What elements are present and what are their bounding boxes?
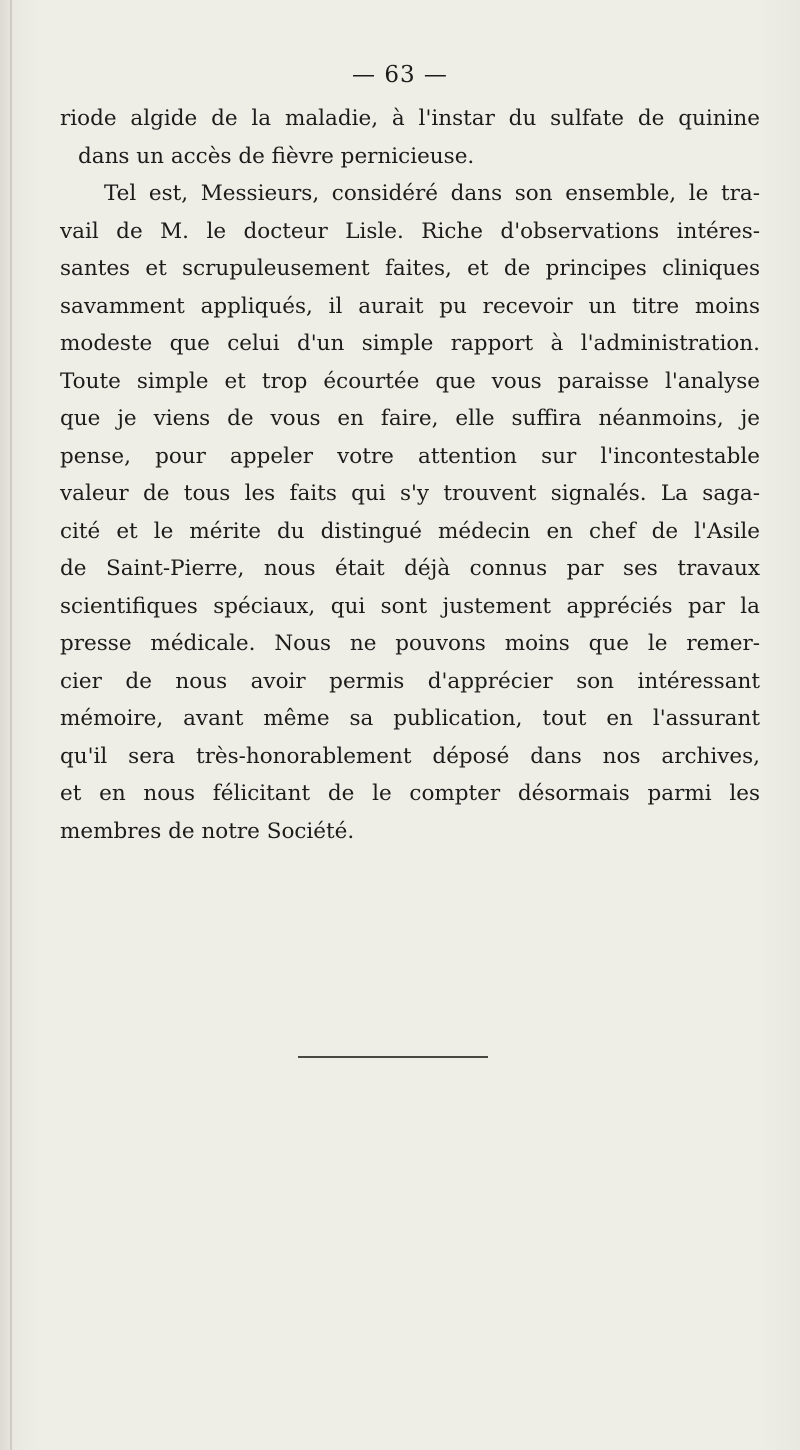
text-line-18: qu'il sera très-honorablement déposé dans nos archives, — [60, 743, 760, 769]
text-line-13: de Saint-Pierre, nous était déjà connus par ses travaux — [60, 556, 760, 581]
text-line-3: Tel est, Messieurs, considéré dans son ensemble, le tra- — [104, 181, 760, 206]
text-line-11: valeur de tous les faits qui s'y trouvent signalés. La saga- — [60, 481, 760, 506]
body-text — [60, 100, 760, 850]
text-line-15: presse médicale. Nous ne pouvons moins que le remer- — [60, 631, 760, 656]
closing-rule — [298, 1056, 488, 1058]
text-line-9: que je viens de vous en faire, elle suffira néanmoins, je — [60, 406, 760, 431]
text-line-5: santes et scrupuleusement faites, et de principes cliniques — [60, 256, 760, 281]
text-line-6: savamment appliqués, il aurait pu recevoir un titre moins — [60, 293, 760, 319]
text-line-7: modeste que celui d'un simple rapport à l'administration. — [60, 331, 760, 356]
text-line-19: et en nous félicitant de le compter désormais parmi les — [60, 781, 760, 806]
text-line-1: riode algide de la maladie, à l'instar du sulfate de quinine — [60, 106, 760, 131]
text-line-14: scientifiques spéciaux, qui sont justement appréciés par la — [60, 593, 760, 619]
text-line-10: pense, pour appeler votre attention sur l'incontestable — [60, 443, 760, 469]
text-line-12: cité et le mérite du distingué médecin en chef de l'Asile — [60, 518, 760, 544]
text-line-16: cier de nous avoir permis d'apprécier son intéressant — [60, 668, 760, 694]
text-line-8: Toute simple et trop écourtée que vous paraisse l'analyse — [60, 368, 760, 394]
text-line-4: vail de M. le docteur Lisle. Riche d'observations intéres- — [60, 218, 760, 244]
binding-gutter — [10, 0, 12, 1450]
text-line-17: mémoire, avant même sa publication, tout en l'assurant — [60, 706, 760, 731]
text-line-2: dans un accès de fièvre pernicieuse. — [78, 143, 475, 169]
text-line-20: membres de notre Société. — [60, 818, 355, 844]
page-number: — 63 — — [352, 62, 448, 88]
